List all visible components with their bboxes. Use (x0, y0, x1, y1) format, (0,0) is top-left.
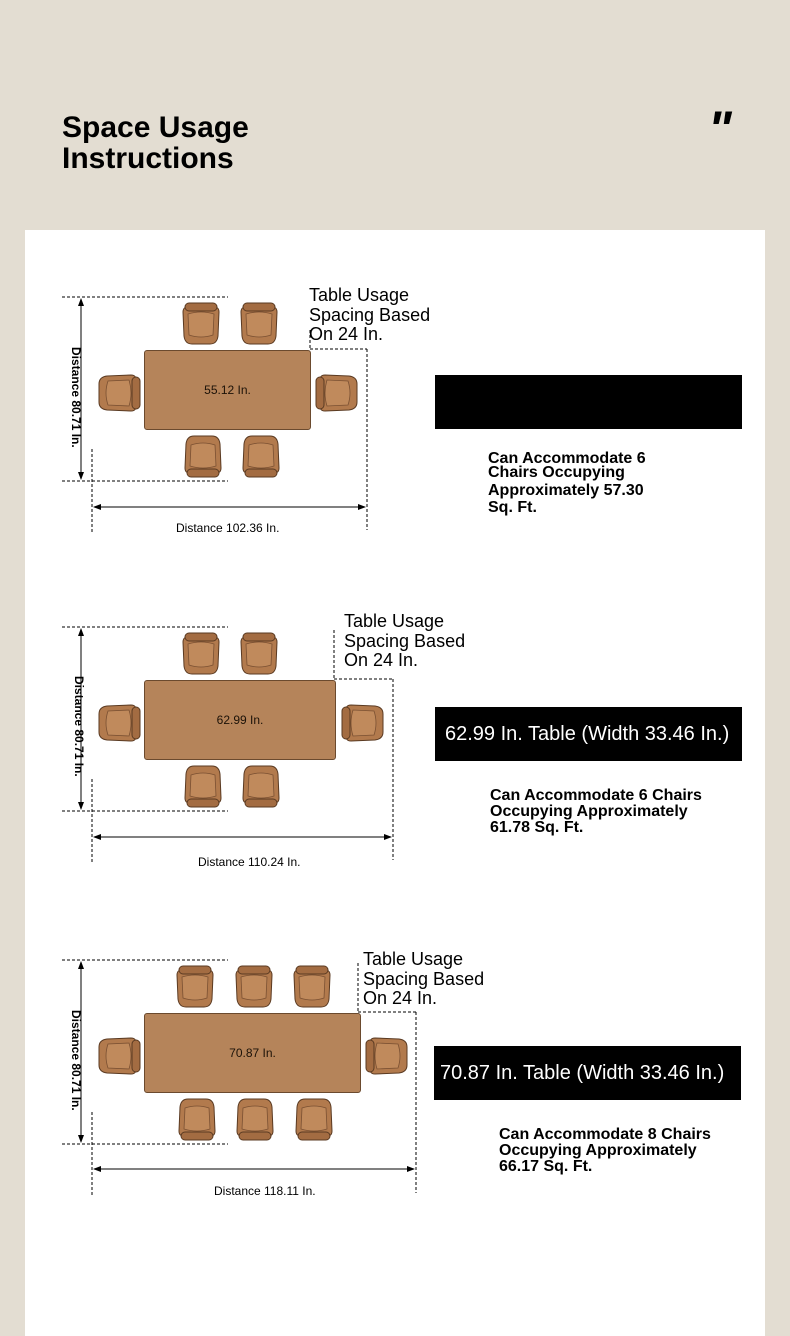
desc-line-1: Can Accommodate 6 (488, 450, 646, 467)
title-line-2: Instructions (62, 142, 234, 175)
chair-icon (291, 965, 333, 1009)
desc-line-3: 61.78 Sq. Ft. (490, 819, 584, 836)
chair-icon (97, 1035, 141, 1077)
desc-line-2: Chairs Occupying (488, 464, 625, 481)
desc-line-4: Sq. Ft. (488, 499, 537, 516)
desc-line-3: Approximately 57.30 (488, 482, 644, 499)
spacing-line-3: On 24 In. (309, 324, 384, 344)
distance-horizontal: Distance 118.11 In. (214, 1184, 316, 1198)
desc-line-3: 66.17 Sq. Ft. (499, 1158, 593, 1175)
table-length-label: 70.87 In. (229, 1046, 276, 1060)
chair-icon (174, 965, 216, 1009)
chair-icon (293, 1097, 335, 1141)
table-banner: 70.87 In. Table (Width 33.46 In.) (434, 1046, 741, 1100)
spacing-line-1: Table Usage (309, 285, 410, 305)
distance-horizontal: Distance 102.36 In. (176, 521, 280, 535)
spacing-line-3: On 24 In. (363, 988, 438, 1008)
table-banner: 62.99 In. Table (Width 33.46 In.) (435, 707, 742, 761)
quote-mark-icon: " (708, 101, 732, 157)
spacing-line-2: Spacing Based (363, 968, 485, 989)
table-rect (144, 1013, 361, 1093)
title-line-1: Space Usage (62, 111, 249, 144)
distance-vertical: Distance 80.71 In. (69, 1010, 83, 1111)
desc-line-2: Occupying Approximately (490, 803, 688, 820)
spacing-line-2: Spacing Based (344, 630, 466, 651)
distance-horizontal: Distance 110.24 In. (198, 855, 301, 869)
spacing-line-1: Table Usage (363, 949, 464, 969)
desc-line-1: Can Accommodate 6 Chairs (490, 787, 702, 804)
spacing-line-3: On 24 In. (344, 650, 419, 670)
chair-icon (234, 1097, 276, 1141)
chair-icon (176, 1097, 218, 1141)
chair-icon (365, 1035, 409, 1077)
table-length-label: 62.99 In. (216, 713, 264, 727)
desc-line-2: Occupying Approximately (499, 1142, 697, 1159)
capacity-description (499, 1127, 729, 1175)
spacing-label (363, 950, 484, 1009)
distance-vertical: Distance 80.71 In. (69, 347, 83, 448)
table-length-label: 55.12 In. (204, 383, 251, 397)
chair-icon (233, 965, 275, 1009)
distance-vertical: Distance 80.71 In. (72, 676, 86, 777)
spacing-line-1: Table Usage (344, 611, 445, 631)
desc-line-1: Can Accommodate 8 Chairs (499, 1126, 711, 1143)
spacing-line-2: Spacing Based (309, 304, 431, 325)
